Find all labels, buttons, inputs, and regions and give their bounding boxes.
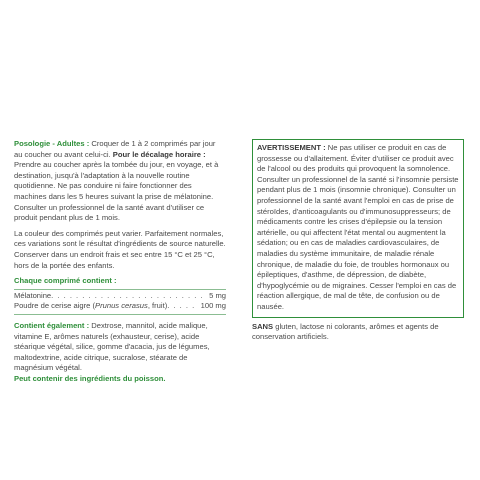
jetlag-text: Prendre au coucher après la tombée du jour, en voyage, et à destination, jusqu'à l'adaptation à la nouvelle routine quotidienne. Ne pas conduire ni faire fonctionner des machines dans les 5 heures suivant la prise de mélatonine. Consulter un professionnel de la santé avant d'utiliser ce produit pendant plus de 1 mois. <box>14 160 219 223</box>
ingredient-label: Mélatonine <box>14 290 52 300</box>
free-of-text: gluten, lactose ni colorants, arômes et agents de conservation artificiels. <box>252 321 439 342</box>
left-column <box>14 139 226 384</box>
free-of-paragraph <box>252 322 464 343</box>
warning-heading: AVERTISSEMENT : <box>257 143 326 152</box>
ingredient-row <box>14 291 226 302</box>
composition-heading: Chaque comprimé contient : <box>14 276 117 286</box>
warning-box <box>252 139 464 318</box>
other-ingredients-paragraph <box>14 321 226 374</box>
other-ingredients-text: Dextrose, mannitol, acide malique, vitamine E, arômes naturels (exhausteur, cerise), acide stéarique végétal, silice, gomme d'acacia, jus de légumes, maltodextrine, acide citrique, sucralose, stéarate de magnésium végétal. <box>14 320 210 373</box>
right-column <box>252 139 464 343</box>
leader-dots <box>167 301 198 312</box>
other-ingredients-heading: Contient également : <box>14 320 90 330</box>
color-note: La couleur des comprimés peut varier. Parfaitement normales, ces variations sont le résultat d'ingrédients de source naturelle. Conserver dans un endroit frais et sec entre 15 °C et 25 °C, hors de la portée des enfants. <box>14 228 226 270</box>
posology-text: Croquer de 1 à 2 comprimés par jour au coucher ou avant celui-ci. <box>14 139 216 159</box>
ingredient-row <box>14 301 226 312</box>
composition-divider-bottom <box>14 314 226 315</box>
jetlag-heading: Pour le décalage horaire : <box>112 149 206 159</box>
ingredient-amount: 5 mg <box>209 290 226 300</box>
free-of-heading: SANS <box>252 321 274 331</box>
composition-divider <box>14 289 226 290</box>
latin-name: Prunus cerasus <box>95 301 148 311</box>
ingredient-label: Poudre de cerise aigre (Prunus cerasus, fruit) <box>14 301 168 311</box>
posology-paragraph <box>14 139 226 224</box>
ingredient-amount: 100 mg <box>200 301 226 311</box>
leader-dots <box>51 291 207 302</box>
warning-text: Ne pas utiliser ce produit en cas de grossesse ou d'allaitement. Éviter d'utiliser ce produit avec de l'alcool ou des produits qui provoquent la somnolence. Consulter un professionnel de la santé si l'insomnie persiste pendant plus de 1 mois (insomnie chronique). Consulter un professionnel de la santé avant l'emploi en cas de prise de stéroïdes, d'anticoagulants ou d'immunosuppresseurs; de médicaments contre les crises d'épilepsie ou la tension artérielle, ou qui affectent l'état mental ou augmentent la sédation; ou en cas de maladies cardiovasculaires, de maladies du système immunitaire, de maladie rénale chronique, de maladie du foie, de troubles hormonaux ou épileptiques, d'asthme, de dépression, de diabète, d'hypoglycémie ou de migraines. Cesser l'emploi en cas de réaction allergique, de mal de tête, de confusion ou de nausée. <box>257 143 459 311</box>
fish-allergen-note: Peut contenir des ingrédients du poisson. <box>14 373 166 383</box>
posology-heading: Posologie - Adultes : <box>14 139 90 148</box>
